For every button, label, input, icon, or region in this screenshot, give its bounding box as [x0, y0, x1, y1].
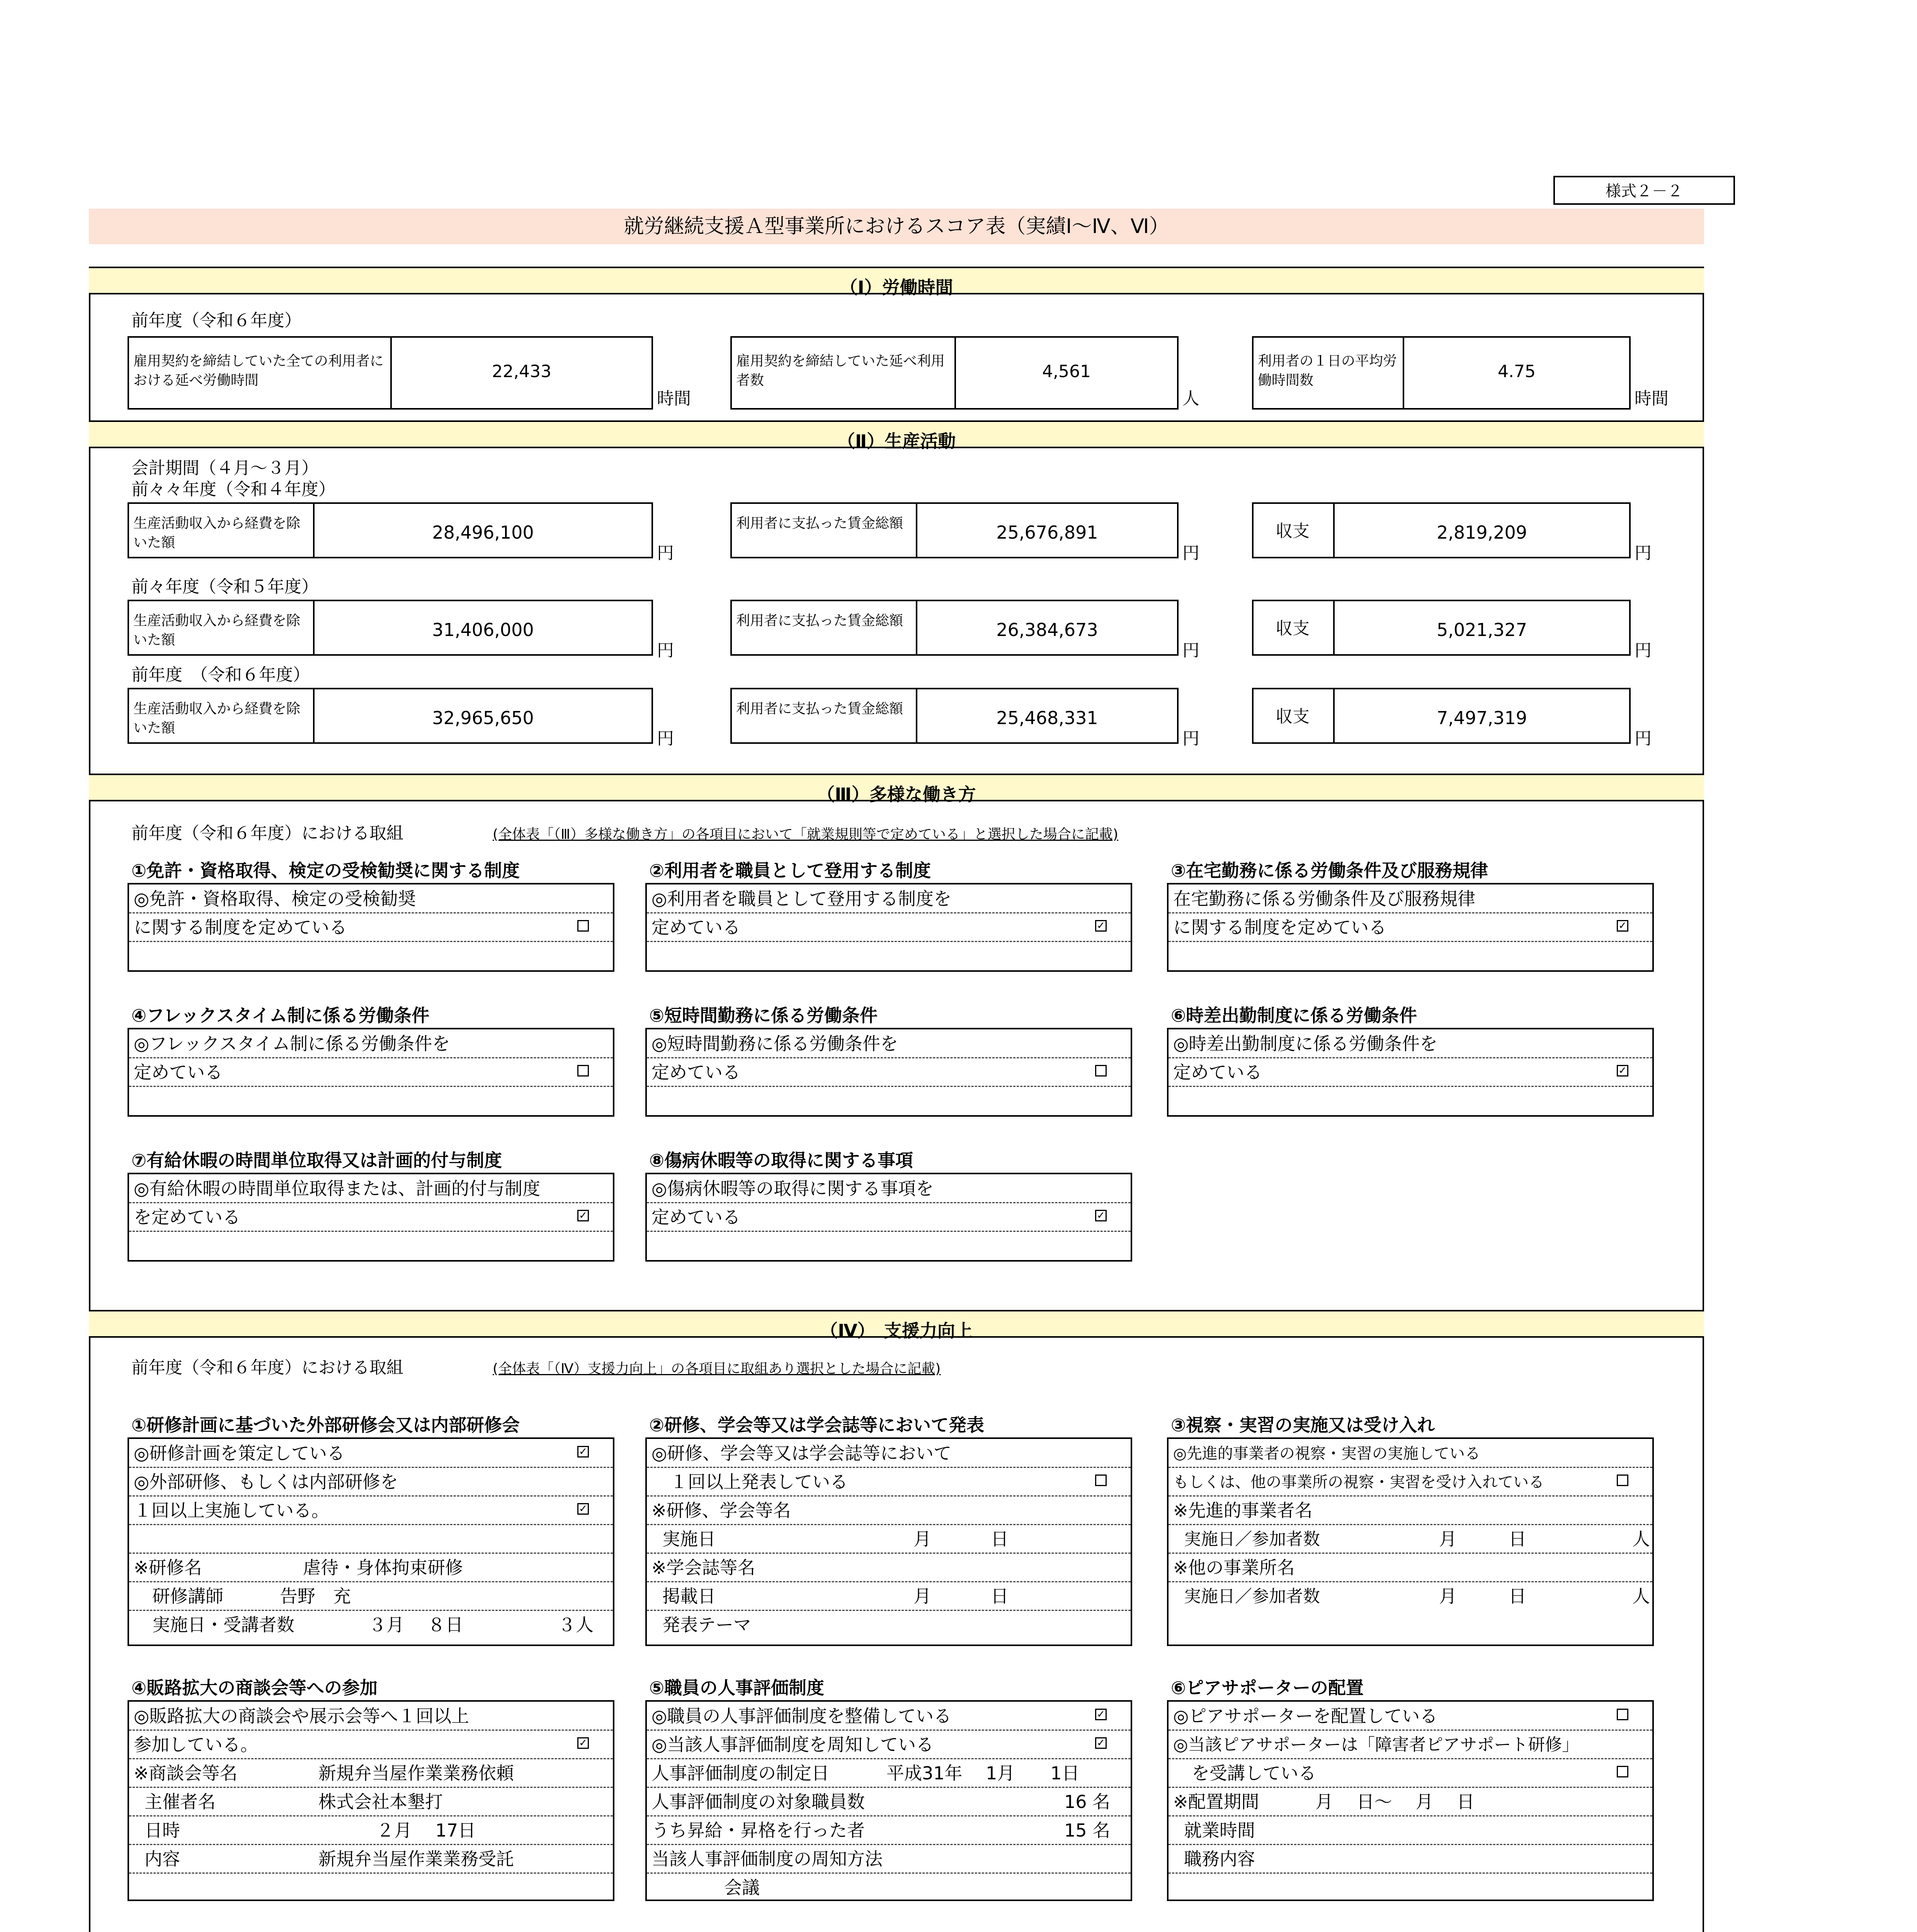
checkbox[interactable]	[1095, 1475, 1107, 1486]
s3-item-card	[1167, 1028, 1654, 1117]
s2-wage-label: 利用者に支払った賃金総額	[736, 613, 903, 629]
s3-item-line2: 定めている	[651, 1207, 740, 1228]
s3-item-title: ⑥時差出勤制度に係る労働条件	[1171, 1005, 1417, 1026]
s2-income-label: 生産活動収入から経費を除いた額	[133, 613, 301, 648]
s4-c1-line4-value: 虐待・身体拘束研修	[303, 1557, 463, 1578]
s4-c5-line3: 人事評価制度の制定日	[651, 1763, 829, 1784]
s4-c3-line6: 実施日／参加者数	[1184, 1587, 1320, 1606]
s3-item-title: ⑦有給休暇の時間単位取得又は計画的付与制度	[131, 1150, 502, 1171]
s3-item-line1: ◎利用者を職員として登用する制度を	[651, 888, 952, 909]
day: 日	[991, 1586, 1009, 1607]
checkbox[interactable]: ✓	[1095, 1709, 1107, 1720]
s3-item-line1: ◎短時間勤務に係る労働条件を	[651, 1033, 898, 1054]
s2-income-value: 28,496,100	[432, 522, 534, 543]
s2-unit: 円	[1182, 641, 1199, 660]
s3-item-card	[645, 1028, 1132, 1117]
s4-c6-line2: ◎当該ピアサポーターは「障害者ピアサポート研修」	[1173, 1735, 1579, 1755]
s4-c2-line6: 掲載日	[662, 1586, 716, 1607]
s3-item-line2: 定めている	[651, 1062, 740, 1083]
s4-c1-line6-value: ３月 ８日	[369, 1614, 463, 1635]
s4-c5-line5: うち昇給・昇格を行った者	[651, 1820, 865, 1841]
checkbox[interactable]: ✓	[1095, 1737, 1107, 1749]
s4-c6-title: ⑥ピアサポーターの配置	[1171, 1677, 1364, 1698]
s4-c3-line3: ※先進的事業者名	[1173, 1500, 1313, 1521]
s4-c1-line5-value: 告野 充	[280, 1586, 351, 1607]
s2-wage-label: 利用者に支払った賃金総額	[736, 515, 903, 531]
s4-c4-line1: ◎販路拡大の商談会や展示会等へ１回以上	[134, 1706, 469, 1726]
s4-card-2	[645, 1437, 1132, 1646]
s4-c2-line3: ※研修、学会等名	[651, 1500, 791, 1521]
s4-c2-line5: ※学会誌等名	[651, 1557, 755, 1578]
s1-users-label: 雇用契約を締結していた延べ利用者数	[736, 353, 945, 389]
s4-c4-line4-value: 株式会社本墾打	[318, 1791, 443, 1812]
s4-c4-line4: 主催者名	[145, 1791, 216, 1812]
s2-wage-value: 25,676,891	[996, 522, 1098, 543]
s2-unit: 円	[1635, 729, 1652, 748]
s1-hours-unit: 時間	[657, 389, 691, 408]
s4-c5-line6: 当該人事評価制度の周知方法	[651, 1849, 883, 1869]
s4-c1-line6-count: ３人	[558, 1614, 594, 1635]
checkbox[interactable]: ✓	[1617, 920, 1628, 932]
s3-item-card	[128, 1028, 614, 1117]
month: 月	[913, 1529, 931, 1549]
s3-item-line2: に関する制度を定めている	[1173, 917, 1386, 938]
s2-balance-value: 7,497,319	[1436, 707, 1527, 728]
checkbox[interactable]: ✓	[577, 1737, 589, 1749]
page-title: 就労継続支援Ａ型事業所におけるスコア表（実績Ⅰ～Ⅳ、Ⅵ）	[624, 215, 1169, 238]
s3-note: (全体表「（Ⅲ）多様な働き方」の各項目において「就業規則等で定めている」と選択した場合に記載)	[493, 827, 1118, 842]
s4-c1-line5: 研修講師	[152, 1586, 223, 1607]
s4-c4-line6: 内容	[145, 1849, 180, 1869]
day: 日	[991, 1529, 1009, 1549]
s4-c1-line1: ◎研修計画を策定している	[134, 1443, 345, 1464]
section-1-header	[89, 267, 1704, 298]
person-unit: 人	[1632, 1586, 1650, 1607]
s4-c4-line6-value: 新規弁当屋作業業務受託	[318, 1849, 514, 1869]
s3-item-title: ⑧傷病休暇等の取得に関する事項	[649, 1150, 913, 1171]
s3-item-line1: ◎傷病休暇等の取得に関する事項を	[651, 1178, 934, 1199]
checkbox[interactable]: ✓	[577, 1446, 589, 1458]
day: 日	[1509, 1529, 1526, 1549]
s2-income-label: 生産活動収入から経費を除いた額	[133, 701, 301, 736]
s2-row-year: 前々々年度（令和４年度）	[131, 480, 335, 499]
month: 月	[913, 1586, 931, 1607]
s3-item-title: ③在宅勤務に係る労働条件及び服務規律	[1171, 860, 1488, 881]
s4-c3-line5: ※他の事業所名	[1173, 1557, 1295, 1578]
s4-c2-line7: 発表テーマ	[662, 1614, 751, 1635]
s2-balance-label: 収支	[1276, 521, 1310, 541]
s4-c1-line3: １回以上実施している。	[134, 1500, 329, 1521]
checkbox[interactable]	[1617, 1709, 1628, 1720]
s4-c6-line6: 職務内容	[1184, 1849, 1255, 1869]
s4-c6-line4-value: 月 日～ 月 日	[1315, 1791, 1475, 1812]
s3-item-title: ⑤短時間勤務に係る労働条件	[649, 1005, 878, 1026]
s2-wage-label: 利用者に支払った賃金総額	[736, 701, 903, 717]
s4-c4-line5-value: ２月 17日	[376, 1820, 476, 1841]
s2-row-year: 前々年度（令和５年度）	[131, 577, 318, 597]
s3-item-title: ①免許・資格取得、検定の受検勧奨に関する制度	[131, 860, 520, 881]
s4-c4-line3-value: 新規弁当屋作業業務依頼	[318, 1763, 514, 1784]
s4-c4-title: ④販路拡大の商談会等への参加	[131, 1677, 378, 1698]
s4-c2-line2: １回以上発表している	[670, 1471, 848, 1492]
s3-item-card	[1167, 883, 1654, 972]
s4-card-1	[128, 1437, 614, 1646]
checkbox[interactable]: ✓	[577, 1503, 589, 1515]
s4-c5-title: ⑤職員の人事評価制度	[649, 1677, 824, 1698]
form-number-box	[1553, 176, 1735, 205]
s4-c3-title: ③視察・実習の実施又は受け入れ	[1171, 1415, 1435, 1435]
s4-c2-title: ②研修、学会等又は学会誌等において発表	[649, 1415, 984, 1435]
s2-balance-value: 2,819,209	[1436, 522, 1527, 543]
s4-c1-line2: ◎外部研修、もしくは内部研修を	[134, 1471, 398, 1492]
section-3-title: （Ⅲ）多様な働き方	[817, 784, 976, 805]
s4-c6-line1: ◎ピアサポーターを配置している	[1173, 1706, 1438, 1726]
section-3-header	[89, 774, 1704, 805]
s4-c3-line1: ◎先進的事業者の視察・実習の実施している	[1173, 1445, 1480, 1463]
section-4-header	[89, 1310, 1704, 1341]
checkbox[interactable]: ✓	[1095, 920, 1107, 932]
s3-item-line1: ◎有給休暇の時間単位取得または、計画的付与制度	[134, 1178, 541, 1199]
s1-avg-unit: 時間	[1635, 389, 1669, 408]
s3-item-card	[645, 883, 1132, 972]
section-2-title: （Ⅱ）生産活動	[837, 431, 956, 452]
s3-item-line2: を定めている	[134, 1207, 240, 1228]
s3-item-line1: ◎時差出勤制度に係る労働条件を	[1173, 1033, 1438, 1054]
person-unit: 人	[1632, 1529, 1650, 1549]
s3-item-line2: 定めている	[651, 917, 740, 938]
s1-avg-value: 4.75	[1498, 362, 1536, 381]
s4-intro: 前年度（令和６年度）における取組	[131, 1358, 403, 1378]
s3-item-card	[128, 1173, 614, 1262]
checkbox[interactable]	[1617, 1475, 1628, 1486]
s3-item-card	[128, 883, 614, 972]
s4-c5-line4: 人事評価制度の対象職員数	[651, 1791, 865, 1812]
s3-item-line2: 定めている	[1173, 1062, 1262, 1083]
section-1-title: （Ⅰ）労働時間	[840, 277, 953, 298]
s1-users-value: 4,561	[1042, 362, 1091, 381]
section-2-header	[89, 420, 1704, 452]
s3-item-title: ②利用者を職員として登用する制度	[649, 860, 931, 881]
s3-item-card	[645, 1173, 1132, 1262]
s2-wage-value: 25,468,331	[996, 707, 1098, 728]
s2-income-value: 31,406,000	[432, 619, 534, 640]
s2-balance-value: 5,021,327	[1436, 619, 1527, 640]
s4-c6-line5: 就業時間	[1184, 1820, 1255, 1841]
title-bar	[89, 209, 1704, 244]
s4-card-6	[1167, 1700, 1654, 1901]
checkbox[interactable]	[1095, 1065, 1107, 1077]
s2-balance-label: 収支	[1276, 707, 1310, 726]
s4-note: (全体表「（Ⅳ）支援力向上」の各項目に取組あり選択とした場合に記載)	[493, 1361, 941, 1377]
s3-item-line1: ◎免許・資格取得、検定の受検勧奨	[134, 888, 416, 909]
s4-c4-line2: 参加している。	[134, 1734, 258, 1755]
s2-unit: 円	[1182, 729, 1199, 748]
checkbox[interactable]	[577, 920, 589, 932]
checkbox[interactable]	[1617, 1766, 1628, 1777]
s2-unit: 円	[1635, 641, 1652, 660]
s2-unit: 円	[1635, 543, 1652, 563]
s2-row-year: 前年度 （令和６年度）	[131, 665, 310, 685]
s2-wage-value: 26,384,673	[996, 619, 1098, 640]
month: 月	[1439, 1586, 1457, 1607]
s4-c5-line2: ◎当該人事評価制度を周知している	[651, 1734, 934, 1755]
s3-item-line1: ◎フレックスタイム制に係る労働条件を	[134, 1033, 450, 1054]
s4-c1-line6: 実施日・受講者数	[152, 1614, 294, 1635]
s4-c1-line4: ※研修名	[134, 1557, 202, 1578]
s2-unit: 円	[657, 729, 674, 748]
s3-item-line1: 在宅勤務に係る労働条件及び服務規律	[1173, 888, 1475, 909]
s1-users-unit: 人	[1182, 389, 1199, 408]
s1-hours-label: 雇用契約を締結していた全ての利用者における延べ労働時間	[133, 353, 384, 389]
form-number: 様式２－２	[1606, 182, 1683, 200]
s4-c2-line4: 実施日	[662, 1529, 716, 1549]
s2-balance-label: 収支	[1276, 619, 1310, 638]
s4-c3-line4: 実施日／参加者数	[1184, 1529, 1320, 1549]
s4-card-4	[128, 1700, 614, 1901]
s2-period: 会計期間（４月～３月）	[131, 458, 318, 478]
section-4-title: （Ⅳ） 支援力向上	[820, 1320, 973, 1341]
s4-card-3	[1167, 1437, 1654, 1646]
s4-c6-line4: ※配置期間	[1173, 1791, 1259, 1812]
s1-year: 前年度（令和６年度）	[131, 311, 301, 330]
s4-c4-line5: 日時	[145, 1820, 180, 1841]
checkbox[interactable]	[577, 1065, 589, 1077]
s2-unit: 円	[1182, 543, 1199, 563]
s1-avg-label: 利用者の１日の平均労働時間数	[1258, 353, 1397, 389]
day: 日	[1509, 1586, 1526, 1607]
s4-c5-line4-value: 16 名	[1064, 1791, 1111, 1812]
s3-item-line2: 定めている	[134, 1062, 223, 1083]
s4-c4-line3: ※商談会等名	[134, 1763, 238, 1784]
s4-c5-line1: ◎職員の人事評価制度を整備している	[651, 1706, 952, 1726]
s4-c3-line2: もしくは、他の事業所の視察・実習を受け入れている	[1173, 1473, 1544, 1491]
s1-hours-value: 22,433	[492, 362, 551, 381]
s3-intro: 前年度（令和６年度）における取組	[131, 823, 403, 843]
s4-c2-line1: ◎研修、学会等又は学会誌等において	[651, 1443, 952, 1464]
checkbox[interactable]: ✓	[1617, 1065, 1628, 1077]
s3-item-line2: に関する制度を定めている	[134, 917, 347, 938]
s2-income-label: 生産活動収入から経費を除いた額	[133, 515, 301, 551]
s4-c5-line5-value: 15 名	[1064, 1820, 1111, 1841]
s4-c5-line3-value: 平成31年 1月 1日	[886, 1763, 1080, 1784]
s3-item-title: ④フレックスタイム制に係る労働条件	[131, 1005, 430, 1026]
checkbox[interactable]: ✓	[577, 1210, 589, 1221]
month: 月	[1439, 1529, 1457, 1549]
s2-unit: 円	[657, 641, 674, 660]
s2-unit: 円	[657, 543, 674, 563]
s4-c1-title: ①研修計画に基づいた外部研修会又は内部研修会	[131, 1415, 520, 1435]
s4-c5-line7: 会議	[724, 1877, 760, 1898]
s4-card-5	[645, 1700, 1132, 1901]
s2-income-value: 32,965,650	[432, 707, 534, 728]
s4-c6-line3: を受講している	[1192, 1763, 1316, 1784]
checkbox[interactable]: ✓	[1095, 1210, 1107, 1221]
